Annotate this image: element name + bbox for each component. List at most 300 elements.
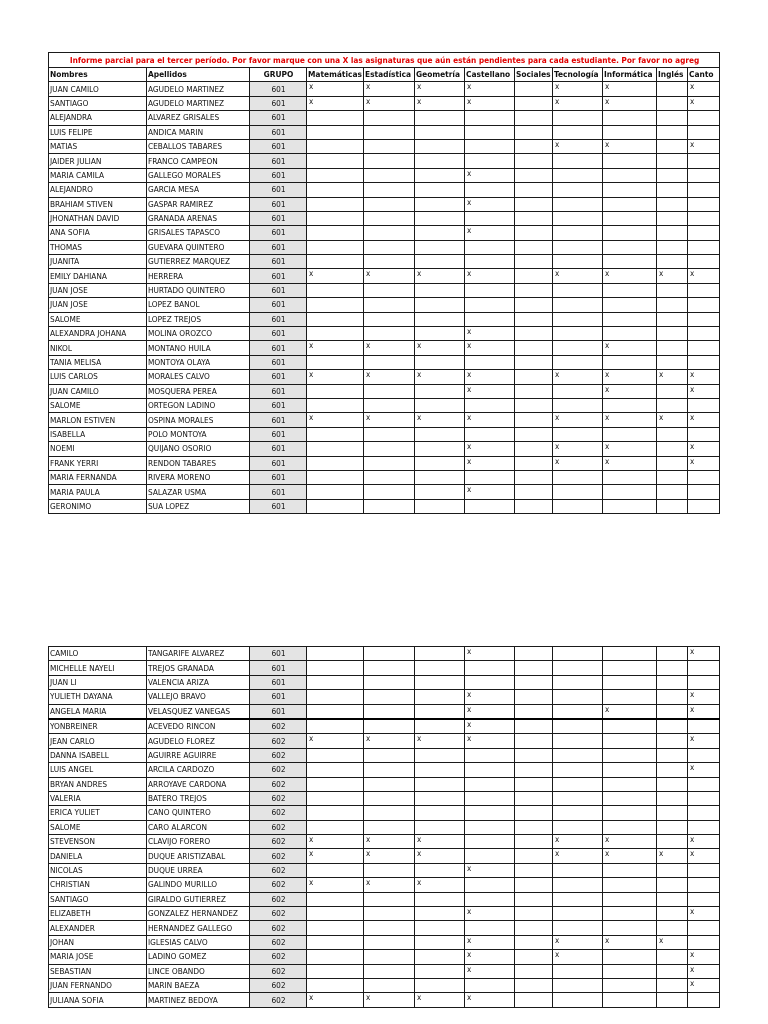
group-cell[interactable]: 601	[250, 168, 307, 182]
pending-mark-cell[interactable]	[415, 456, 465, 470]
pending-mark-cell[interactable]	[364, 690, 415, 704]
pending-mark-cell[interactable]	[688, 154, 720, 168]
pending-mark-cell[interactable]	[465, 748, 515, 762]
pending-mark-cell[interactable]	[553, 690, 603, 704]
pending-mark-cell[interactable]	[415, 327, 465, 341]
pending-mark-cell[interactable]	[364, 485, 415, 499]
first-name-cell[interactable]: FRANK YERRI	[49, 456, 147, 470]
pending-mark-cell[interactable]	[515, 647, 553, 661]
pending-mark-cell[interactable]	[364, 863, 415, 877]
pending-mark-cell[interactable]: x	[657, 370, 688, 384]
pending-mark-cell[interactable]	[657, 647, 688, 661]
pending-mark-cell[interactable]	[603, 978, 657, 992]
pending-mark-cell[interactable]: x	[688, 690, 720, 704]
pending-mark-cell[interactable]	[364, 298, 415, 312]
group-cell[interactable]: 602	[250, 978, 307, 992]
pending-mark-cell[interactable]	[553, 878, 603, 892]
pending-mark-cell[interactable]	[465, 154, 515, 168]
last-name-cell[interactable]: GALINDO MURILLO	[147, 878, 250, 892]
pending-mark-cell[interactable]	[465, 499, 515, 513]
pending-mark-cell[interactable]	[415, 197, 465, 211]
pending-mark-cell[interactable]	[364, 111, 415, 125]
pending-mark-cell[interactable]	[307, 675, 364, 689]
last-name-cell[interactable]: MOLINA OROZCO	[147, 327, 250, 341]
pending-mark-cell[interactable]	[364, 327, 415, 341]
pending-mark-cell[interactable]	[657, 327, 688, 341]
group-cell[interactable]: 602	[250, 806, 307, 820]
pending-mark-cell[interactable]	[415, 647, 465, 661]
pending-mark-cell[interactable]	[515, 111, 553, 125]
first-name-cell[interactable]: CHRISTIAN	[49, 878, 147, 892]
pending-mark-cell[interactable]: x	[465, 442, 515, 456]
pending-mark-cell[interactable]	[603, 154, 657, 168]
pending-mark-cell[interactable]	[465, 791, 515, 805]
pending-mark-cell[interactable]	[657, 427, 688, 441]
pending-mark-cell[interactable]	[603, 485, 657, 499]
pending-mark-cell[interactable]	[465, 675, 515, 689]
group-cell[interactable]: 602	[250, 878, 307, 892]
pending-mark-cell[interactable]	[307, 125, 364, 139]
last-name-cell[interactable]: ORTEGON LADINO	[147, 398, 250, 412]
first-name-cell[interactable]: SANTIAGO	[49, 892, 147, 906]
group-cell[interactable]: 601	[250, 82, 307, 96]
pending-mark-cell[interactable]	[553, 255, 603, 269]
first-name-cell[interactable]: LUIS ANGEL	[49, 763, 147, 777]
last-name-cell[interactable]: MONTOYA OLAYA	[147, 355, 250, 369]
last-name-cell[interactable]: LINCE OBANDO	[147, 964, 250, 978]
pending-mark-cell[interactable]	[603, 748, 657, 762]
pending-mark-cell[interactable]	[415, 255, 465, 269]
pending-mark-cell[interactable]	[553, 111, 603, 125]
pending-mark-cell[interactable]	[603, 427, 657, 441]
group-cell[interactable]: 601	[250, 125, 307, 139]
first-name-cell[interactable]: YONBREINER	[49, 719, 147, 734]
pending-mark-cell[interactable]	[307, 964, 364, 978]
pending-mark-cell[interactable]	[553, 892, 603, 906]
pending-mark-cell[interactable]	[364, 312, 415, 326]
pending-mark-cell[interactable]: x	[307, 835, 364, 849]
pending-mark-cell[interactable]: x	[465, 907, 515, 921]
pending-mark-cell[interactable]	[515, 427, 553, 441]
group-cell[interactable]: 601	[250, 269, 307, 283]
pending-mark-cell[interactable]	[364, 283, 415, 297]
pending-mark-cell[interactable]	[307, 427, 364, 441]
pending-mark-cell[interactable]	[515, 763, 553, 777]
pending-mark-cell[interactable]	[415, 240, 465, 254]
pending-mark-cell[interactable]	[515, 485, 553, 499]
pending-mark-cell[interactable]: x	[465, 384, 515, 398]
last-name-cell[interactable]: TANGARIFE ALVAREZ	[147, 647, 250, 661]
first-name-cell[interactable]: MARIA CAMILA	[49, 168, 147, 182]
group-cell[interactable]: 602	[250, 763, 307, 777]
pending-mark-cell[interactable]	[515, 82, 553, 96]
pending-mark-cell[interactable]	[688, 427, 720, 441]
pending-mark-cell[interactable]	[603, 763, 657, 777]
pending-mark-cell[interactable]	[657, 719, 688, 734]
pending-mark-cell[interactable]	[415, 978, 465, 992]
pending-mark-cell[interactable]	[688, 878, 720, 892]
pending-mark-cell[interactable]	[364, 255, 415, 269]
pending-mark-cell[interactable]	[657, 763, 688, 777]
pending-mark-cell[interactable]	[415, 398, 465, 412]
pending-mark-cell[interactable]	[657, 456, 688, 470]
pending-mark-cell[interactable]: x	[465, 690, 515, 704]
pending-mark-cell[interactable]: x	[465, 197, 515, 211]
pending-mark-cell[interactable]: x	[415, 370, 465, 384]
pending-mark-cell[interactable]	[553, 921, 603, 935]
pending-mark-cell[interactable]	[553, 719, 603, 734]
pending-mark-cell[interactable]	[515, 777, 553, 791]
last-name-cell[interactable]: SALAZAR USMA	[147, 485, 250, 499]
pending-mark-cell[interactable]	[364, 168, 415, 182]
pending-mark-cell[interactable]	[553, 298, 603, 312]
pending-mark-cell[interactable]	[415, 183, 465, 197]
pending-mark-cell[interactable]	[515, 921, 553, 935]
pending-mark-cell[interactable]	[415, 470, 465, 484]
pending-mark-cell[interactable]: x	[688, 763, 720, 777]
pending-mark-cell[interactable]	[307, 255, 364, 269]
pending-mark-cell[interactable]	[307, 139, 364, 153]
pending-mark-cell[interactable]	[553, 240, 603, 254]
pending-mark-cell[interactable]: x	[553, 935, 603, 949]
pending-mark-cell[interactable]	[364, 964, 415, 978]
pending-mark-cell[interactable]	[657, 748, 688, 762]
pending-mark-cell[interactable]	[688, 341, 720, 355]
group-cell[interactable]: 601	[250, 485, 307, 499]
group-cell[interactable]: 602	[250, 921, 307, 935]
pending-mark-cell[interactable]	[553, 154, 603, 168]
pending-mark-cell[interactable]: x	[465, 704, 515, 719]
pending-mark-cell[interactable]	[603, 993, 657, 1007]
pending-mark-cell[interactable]	[515, 878, 553, 892]
pending-mark-cell[interactable]: x	[465, 96, 515, 110]
first-name-cell[interactable]: JHONATHAN DAVID	[49, 211, 147, 225]
pending-mark-cell[interactable]	[465, 978, 515, 992]
pending-mark-cell[interactable]	[515, 125, 553, 139]
pending-mark-cell[interactable]	[553, 907, 603, 921]
pending-mark-cell[interactable]	[657, 211, 688, 225]
pending-mark-cell[interactable]: x	[603, 384, 657, 398]
pending-mark-cell[interactable]	[515, 154, 553, 168]
pending-mark-cell[interactable]	[657, 442, 688, 456]
pending-mark-cell[interactable]	[515, 964, 553, 978]
pending-mark-cell[interactable]	[657, 661, 688, 675]
pending-mark-cell[interactable]	[603, 125, 657, 139]
pending-mark-cell[interactable]	[307, 935, 364, 949]
pending-mark-cell[interactable]: x	[415, 835, 465, 849]
pending-mark-cell[interactable]	[688, 240, 720, 254]
pending-mark-cell[interactable]: x	[465, 226, 515, 240]
pending-mark-cell[interactable]	[553, 661, 603, 675]
pending-mark-cell[interactable]	[688, 211, 720, 225]
pending-mark-cell[interactable]: x	[553, 442, 603, 456]
pending-mark-cell[interactable]: x	[364, 835, 415, 849]
pending-mark-cell[interactable]	[688, 327, 720, 341]
pending-mark-cell[interactable]	[515, 849, 553, 863]
pending-mark-cell[interactable]	[688, 398, 720, 412]
pending-mark-cell[interactable]: x	[603, 442, 657, 456]
pending-mark-cell[interactable]	[553, 183, 603, 197]
first-name-cell[interactable]: DANIELA	[49, 849, 147, 863]
pending-mark-cell[interactable]	[515, 661, 553, 675]
group-cell[interactable]: 601	[250, 211, 307, 225]
pending-mark-cell[interactable]	[603, 197, 657, 211]
pending-mark-cell[interactable]	[688, 298, 720, 312]
pending-mark-cell[interactable]	[364, 139, 415, 153]
pending-mark-cell[interactable]	[657, 704, 688, 719]
pending-mark-cell[interactable]: x	[364, 413, 415, 427]
pending-mark-cell[interactable]	[307, 777, 364, 791]
last-name-cell[interactable]: CEBALLOS TABARES	[147, 139, 250, 153]
pending-mark-cell[interactable]	[515, 183, 553, 197]
pending-mark-cell[interactable]	[657, 240, 688, 254]
pending-mark-cell[interactable]	[515, 748, 553, 762]
pending-mark-cell[interactable]: x	[603, 82, 657, 96]
pending-mark-cell[interactable]	[515, 907, 553, 921]
first-name-cell[interactable]: DANNA ISABELL	[49, 748, 147, 762]
pending-mark-cell[interactable]: x	[688, 82, 720, 96]
group-cell[interactable]: 601	[250, 139, 307, 153]
pending-mark-cell[interactable]	[657, 470, 688, 484]
pending-mark-cell[interactable]	[364, 226, 415, 240]
pending-mark-cell[interactable]: x	[465, 269, 515, 283]
pending-mark-cell[interactable]: x	[688, 647, 720, 661]
pending-mark-cell[interactable]	[415, 499, 465, 513]
group-cell[interactable]: 601	[250, 690, 307, 704]
first-name-cell[interactable]: THOMAS	[49, 240, 147, 254]
pending-mark-cell[interactable]	[688, 111, 720, 125]
pending-mark-cell[interactable]: x	[465, 964, 515, 978]
pending-mark-cell[interactable]: x	[553, 96, 603, 110]
group-cell[interactable]: 601	[250, 154, 307, 168]
pending-mark-cell[interactable]	[415, 312, 465, 326]
pending-mark-cell[interactable]	[364, 647, 415, 661]
pending-mark-cell[interactable]	[415, 211, 465, 225]
pending-mark-cell[interactable]	[465, 240, 515, 254]
pending-mark-cell[interactable]	[603, 168, 657, 182]
last-name-cell[interactable]: IGLESIAS CALVO	[147, 935, 250, 949]
pending-mark-cell[interactable]	[415, 763, 465, 777]
pending-mark-cell[interactable]	[657, 791, 688, 805]
pending-mark-cell[interactable]: x	[415, 269, 465, 283]
group-cell[interactable]: 601	[250, 341, 307, 355]
pending-mark-cell[interactable]	[364, 806, 415, 820]
pending-mark-cell[interactable]	[307, 197, 364, 211]
pending-mark-cell[interactable]	[553, 427, 603, 441]
last-name-cell[interactable]: GIRALDO GUTIERREZ	[147, 892, 250, 906]
pending-mark-cell[interactable]	[515, 327, 553, 341]
first-name-cell[interactable]: ALEJANDRO	[49, 183, 147, 197]
pending-mark-cell[interactable]	[657, 690, 688, 704]
group-cell[interactable]: 602	[250, 907, 307, 921]
pending-mark-cell[interactable]: x	[688, 96, 720, 110]
pending-mark-cell[interactable]	[603, 661, 657, 675]
pending-mark-cell[interactable]	[307, 485, 364, 499]
pending-mark-cell[interactable]: x	[307, 82, 364, 96]
pending-mark-cell[interactable]	[657, 255, 688, 269]
pending-mark-cell[interactable]: x	[688, 139, 720, 153]
pending-mark-cell[interactable]	[515, 820, 553, 834]
group-cell[interactable]: 602	[250, 748, 307, 762]
pending-mark-cell[interactable]	[415, 820, 465, 834]
pending-mark-cell[interactable]	[465, 298, 515, 312]
pending-mark-cell[interactable]	[553, 312, 603, 326]
pending-mark-cell[interactable]	[603, 312, 657, 326]
group-cell[interactable]: 601	[250, 384, 307, 398]
last-name-cell[interactable]: GUEVARA QUINTERO	[147, 240, 250, 254]
pending-mark-cell[interactable]	[364, 748, 415, 762]
pending-mark-cell[interactable]	[364, 675, 415, 689]
pending-mark-cell[interactable]	[465, 878, 515, 892]
pending-mark-cell[interactable]	[307, 442, 364, 456]
pending-mark-cell[interactable]	[307, 907, 364, 921]
pending-mark-cell[interactable]	[688, 892, 720, 906]
last-name-cell[interactable]: ACEVEDO RINCON	[147, 719, 250, 734]
pending-mark-cell[interactable]: x	[603, 849, 657, 863]
last-name-cell[interactable]: GONZALEZ HERNANDEZ	[147, 907, 250, 921]
pending-mark-cell[interactable]	[515, 892, 553, 906]
first-name-cell[interactable]: NICOLAS	[49, 863, 147, 877]
pending-mark-cell[interactable]	[657, 964, 688, 978]
pending-mark-cell[interactable]: x	[465, 719, 515, 734]
pending-mark-cell[interactable]	[465, 661, 515, 675]
last-name-cell[interactable]: DUQUE ARISTIZABAL	[147, 849, 250, 863]
pending-mark-cell[interactable]	[657, 111, 688, 125]
pending-mark-cell[interactable]: x	[603, 704, 657, 719]
pending-mark-cell[interactable]: x	[553, 370, 603, 384]
pending-mark-cell[interactable]: x	[603, 935, 657, 949]
pending-mark-cell[interactable]	[364, 935, 415, 949]
last-name-cell[interactable]: OSPINA MORALES	[147, 413, 250, 427]
pending-mark-cell[interactable]	[688, 921, 720, 935]
pending-mark-cell[interactable]	[657, 197, 688, 211]
pending-mark-cell[interactable]	[465, 125, 515, 139]
pending-mark-cell[interactable]	[603, 892, 657, 906]
group-cell[interactable]: 601	[250, 298, 307, 312]
group-cell[interactable]: 601	[250, 226, 307, 240]
pending-mark-cell[interactable]	[465, 398, 515, 412]
pending-mark-cell[interactable]	[515, 269, 553, 283]
pending-mark-cell[interactable]	[307, 499, 364, 513]
pending-mark-cell[interactable]	[553, 777, 603, 791]
first-name-cell[interactable]: ANGELA MARIA	[49, 704, 147, 719]
pending-mark-cell[interactable]: x	[553, 269, 603, 283]
pending-mark-cell[interactable]	[364, 978, 415, 992]
pending-mark-cell[interactable]	[657, 820, 688, 834]
pending-mark-cell[interactable]: x	[415, 993, 465, 1007]
pending-mark-cell[interactable]	[515, 690, 553, 704]
pending-mark-cell[interactable]	[553, 327, 603, 341]
first-name-cell[interactable]: JUAN CAMILO	[49, 384, 147, 398]
group-cell[interactable]: 601	[250, 704, 307, 719]
pending-mark-cell[interactable]	[515, 384, 553, 398]
last-name-cell[interactable]: POLO MONTOYA	[147, 427, 250, 441]
pending-mark-cell[interactable]: x	[688, 456, 720, 470]
pending-mark-cell[interactable]	[553, 978, 603, 992]
group-cell[interactable]: 601	[250, 647, 307, 661]
pending-mark-cell[interactable]	[465, 139, 515, 153]
pending-mark-cell[interactable]: x	[364, 370, 415, 384]
pending-mark-cell[interactable]	[307, 355, 364, 369]
pending-mark-cell[interactable]	[307, 327, 364, 341]
pending-mark-cell[interactable]	[515, 442, 553, 456]
pending-mark-cell[interactable]	[553, 283, 603, 297]
pending-mark-cell[interactable]: x	[553, 82, 603, 96]
pending-mark-cell[interactable]	[553, 197, 603, 211]
last-name-cell[interactable]: LOPEZ TREJOS	[147, 312, 250, 326]
pending-mark-cell[interactable]	[657, 878, 688, 892]
pending-mark-cell[interactable]	[415, 791, 465, 805]
pending-mark-cell[interactable]	[603, 863, 657, 877]
pending-mark-cell[interactable]	[515, 312, 553, 326]
pending-mark-cell[interactable]	[657, 978, 688, 992]
pending-mark-cell[interactable]	[307, 298, 364, 312]
pending-mark-cell[interactable]	[603, 719, 657, 734]
group-cell[interactable]: 601	[250, 283, 307, 297]
pending-mark-cell[interactable]	[657, 183, 688, 197]
pending-mark-cell[interactable]	[364, 384, 415, 398]
first-name-cell[interactable]: MICHELLE NAYELI	[49, 661, 147, 675]
pending-mark-cell[interactable]: x	[688, 442, 720, 456]
pending-mark-cell[interactable]	[688, 499, 720, 513]
pending-mark-cell[interactable]	[603, 690, 657, 704]
pending-mark-cell[interactable]	[553, 168, 603, 182]
pending-mark-cell[interactable]	[415, 921, 465, 935]
pending-mark-cell[interactable]	[603, 907, 657, 921]
pending-mark-cell[interactable]	[307, 111, 364, 125]
pending-mark-cell[interactable]	[307, 704, 364, 719]
last-name-cell[interactable]: AGUIRRE AGUIRRE	[147, 748, 250, 762]
pending-mark-cell[interactable]	[603, 964, 657, 978]
first-name-cell[interactable]: MARIA FERNANDA	[49, 470, 147, 484]
pending-mark-cell[interactable]	[364, 892, 415, 906]
pending-mark-cell[interactable]	[465, 211, 515, 225]
pending-mark-cell[interactable]	[307, 384, 364, 398]
pending-mark-cell[interactable]: x	[415, 82, 465, 96]
pending-mark-cell[interactable]	[415, 950, 465, 964]
pending-mark-cell[interactable]	[657, 734, 688, 748]
group-cell[interactable]: 601	[250, 96, 307, 110]
first-name-cell[interactable]: ISABELLA	[49, 427, 147, 441]
pending-mark-cell[interactable]: x	[465, 327, 515, 341]
last-name-cell[interactable]: HERRERA	[147, 269, 250, 283]
pending-mark-cell[interactable]	[603, 240, 657, 254]
pending-mark-cell[interactable]	[603, 820, 657, 834]
last-name-cell[interactable]: HERNANDEZ GALLEGO	[147, 921, 250, 935]
pending-mark-cell[interactable]	[364, 661, 415, 675]
pending-mark-cell[interactable]: x	[657, 849, 688, 863]
pending-mark-cell[interactable]	[657, 499, 688, 513]
last-name-cell[interactable]: MOSQUERA PEREA	[147, 384, 250, 398]
pending-mark-cell[interactable]	[364, 125, 415, 139]
pending-mark-cell[interactable]	[515, 341, 553, 355]
first-name-cell[interactable]: MATIAS	[49, 139, 147, 153]
pending-mark-cell[interactable]	[415, 384, 465, 398]
pending-mark-cell[interactable]: x	[603, 139, 657, 153]
last-name-cell[interactable]: VALENCIA ARIZA	[147, 675, 250, 689]
pending-mark-cell[interactable]	[465, 470, 515, 484]
first-name-cell[interactable]: VALERIA	[49, 791, 147, 805]
pending-mark-cell[interactable]	[657, 154, 688, 168]
pending-mark-cell[interactable]	[515, 355, 553, 369]
pending-mark-cell[interactable]	[553, 863, 603, 877]
pending-mark-cell[interactable]	[364, 355, 415, 369]
pending-mark-cell[interactable]: x	[603, 341, 657, 355]
pending-mark-cell[interactable]	[657, 125, 688, 139]
pending-mark-cell[interactable]	[553, 499, 603, 513]
pending-mark-cell[interactable]	[688, 125, 720, 139]
pending-mark-cell[interactable]	[364, 154, 415, 168]
